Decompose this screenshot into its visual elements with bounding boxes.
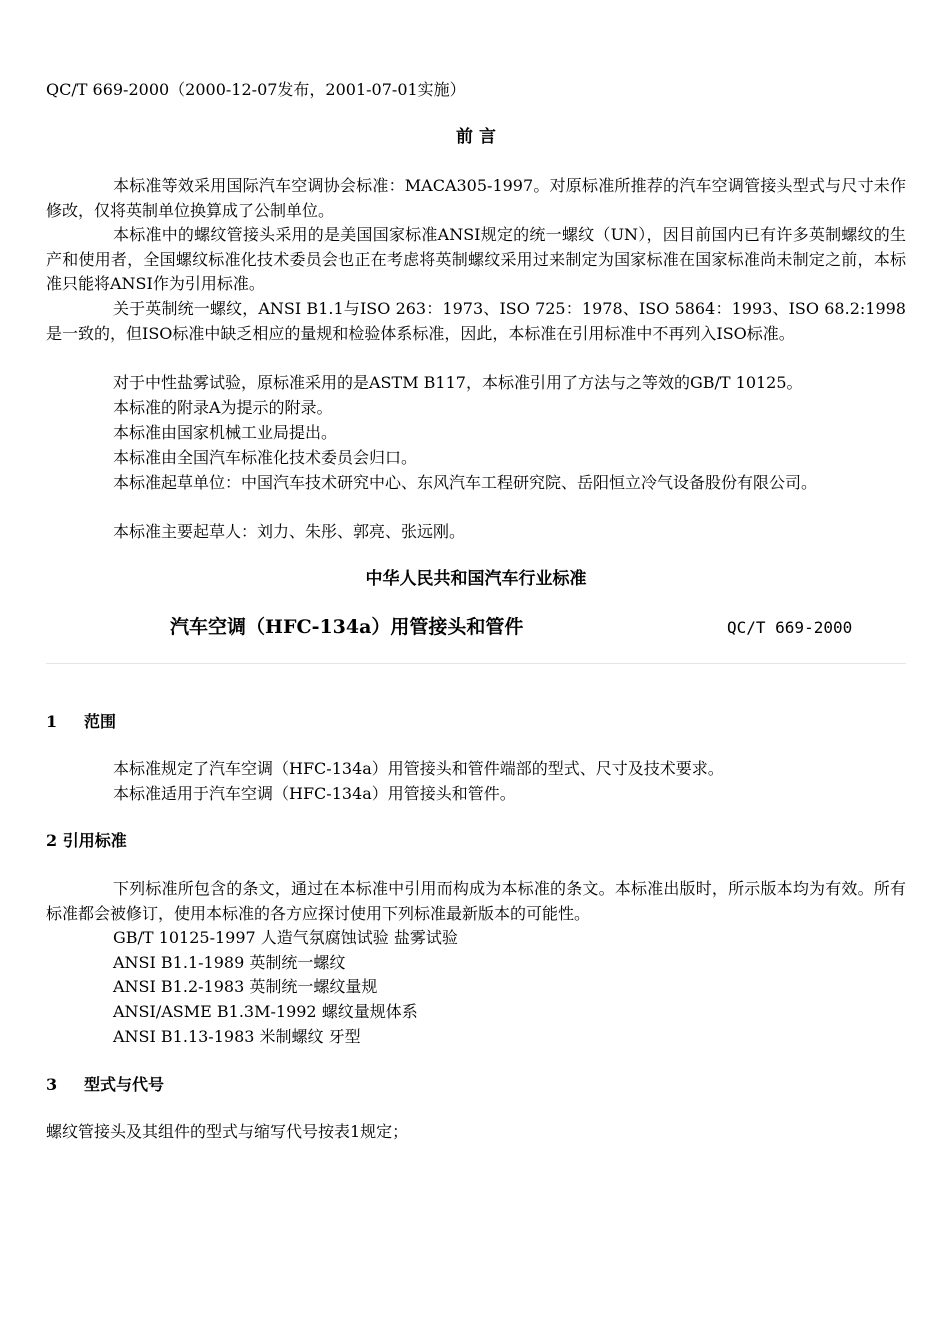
foreword-title: 前 言: [456, 127, 496, 147]
section-3-text: 螺纹管接头及其组件的型式与缩写代号按表1规定；: [46, 1122, 409, 1141]
foreword-paragraph: 关于英制统一螺纹，ANSI B1.1与ISO 263：1973、ISO 725：1978、ISO 5864：1993、ISO 68.2:1998是一致的，但ISO标准中缺乏相应的量规和检验体系标准，因此，本标准在引用标准中不再列入ISO标准。: [46, 299, 906, 343]
foreword-paragraph: 本标准由全国汽车标准化技术委员会归口。: [113, 448, 418, 467]
reference-item: ANSI B1.1-1989 英制统一螺纹: [113, 953, 346, 972]
standard-code: QC/T 669-2000: [727, 618, 853, 637]
title-divider: [46, 663, 906, 664]
section-1-text: 本标准规定了汽车空调（HFC-134a）用管接头和管件端部的型式、尺寸及技术要求。: [113, 759, 724, 778]
foreword-paragraph: 本标准主要起草人：刘力、朱彤、郭亮、张远刚。: [113, 522, 466, 541]
industry-standard-heading: 中华人民共和国汽车行业标准: [365, 569, 587, 589]
foreword-paragraph: 本标准等效采用国际汽车空调协会标准：MACA305-1997。对原标准所推荐的汽车空调管接头型式与尺寸未作修改，仅将英制单位换算成了公制单位。: [46, 176, 906, 220]
reference-item: GB/T 10125-1997 人造气氛腐蚀试验 盐雾试验: [113, 928, 458, 947]
section-1-title: 范围: [84, 712, 117, 731]
reference-item: ANSI B1.2-1983 英制统一螺纹量规: [113, 977, 378, 996]
foreword-paragraph: 本标准起草单位：中国汽车技术研究中心、东风汽车工程研究院、岳阳恒立冷气设备股份有限公司。: [113, 473, 818, 492]
section-3-number: 3: [46, 1075, 58, 1094]
foreword-paragraph: 本标准由国家机械工业局提出。: [113, 423, 338, 442]
foreword-paragraph: 本标准中的螺纹管接头采用的是美国国家标准ANSI规定的统一螺纹（UN），因目前国内已有许多英制螺纹的生产和使用者，全国螺纹标准化技术委员会也正在考虑将英制螺纹采用过来制定为国家标准在国家标准尚未制定之前，本标准只能将ANSI作为引用标准。: [46, 225, 906, 293]
publication-info: QC/T 669-2000（2000-12-07发布，2001-07-01实施）: [46, 80, 466, 99]
section-2-paragraph: 下列标准所包含的条文，通过在本标准中引用而构成为本标准的条文。本标准出版时，所示版本均为有效。所有标准都会被修订，使用本标准的各方应探讨使用下列标准最新版本的可能性。: [46, 879, 906, 923]
section-2-heading: 2 引用标准: [46, 831, 127, 850]
reference-item: ANSI/ASME B1.3M-1992 螺纹量规体系: [113, 1002, 418, 1021]
foreword-paragraph: 对于中性盐雾试验，原标准采用的是ASTM B117，本标准引用了方法与之等效的GB/T 10125。: [113, 373, 803, 392]
standard-title: 汽车空调（HFC-134a）用管接头和管件: [170, 616, 524, 638]
section-1-text: 本标准适用于汽车空调（HFC-134a）用管接头和管件。: [113, 784, 516, 803]
reference-item: ANSI B1.13-1983 米制螺纹 牙型: [113, 1027, 361, 1046]
foreword-paragraph: 本标准的附录A为提示的附录。: [113, 398, 333, 417]
section-3-title: 型式与代号: [84, 1075, 165, 1094]
section-1-number: 1: [46, 712, 58, 731]
